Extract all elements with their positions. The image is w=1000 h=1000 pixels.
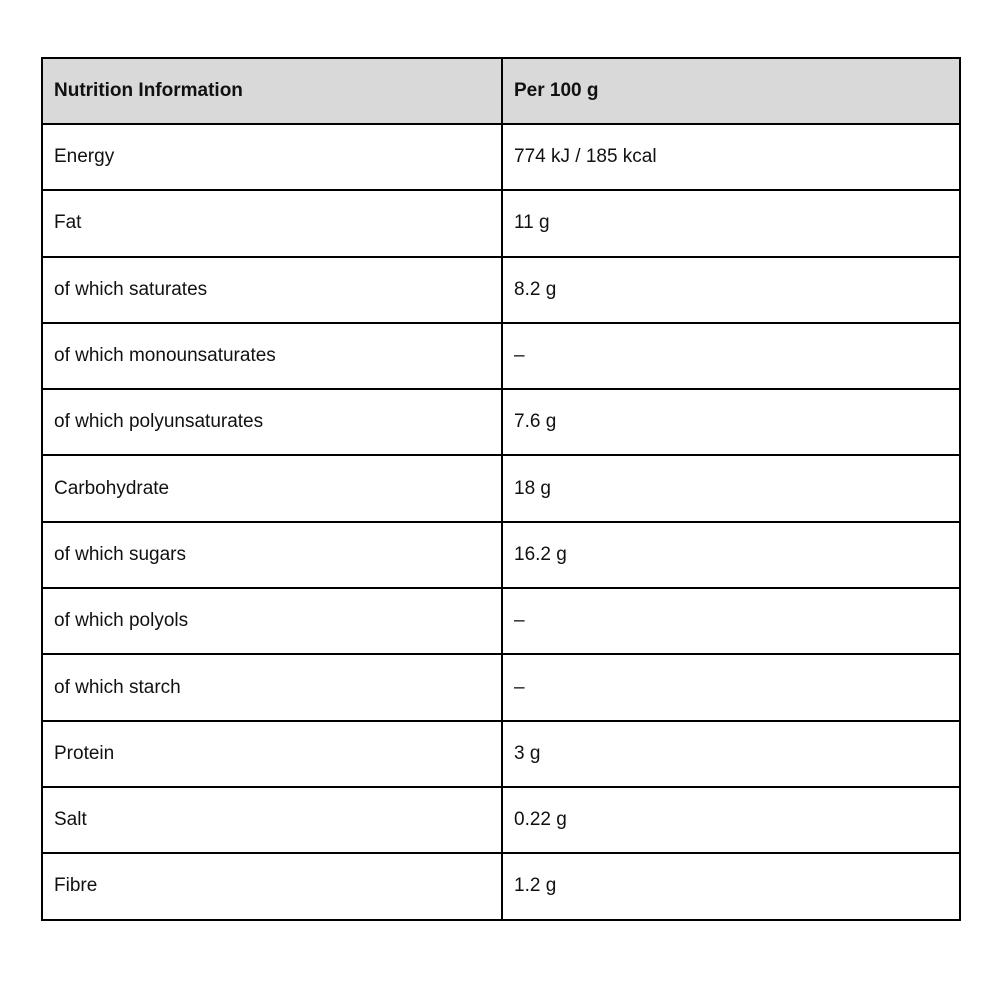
table-row [42,588,960,654]
table-row [42,787,960,853]
nutrient-value: 16.2 g [502,522,960,588]
nutrient-label: of which polyols [42,588,502,654]
table-row [42,522,960,588]
table-row [42,654,960,720]
nutrient-label: of which starch [42,654,502,720]
nutrient-value: 11 g [502,190,960,256]
nutrient-label: Fat [42,190,502,256]
nutrient-value: 8.2 g [502,257,960,323]
nutrient-value: 774 kJ / 185 kcal [502,124,960,190]
table-body [42,124,960,920]
table-row [42,323,960,389]
nutrient-label: of which sugars [42,522,502,588]
table-row [42,190,960,256]
header-cell-per-100g: Per 100 g [502,58,960,124]
table-row [42,721,960,787]
nutrient-value: – [502,588,960,654]
nutrient-value: 1.2 g [502,853,960,919]
nutrient-label: Salt [42,787,502,853]
header-cell-nutrition-information: Nutrition Information [42,58,502,124]
header-row [42,58,960,124]
nutrient-label: of which saturates [42,257,502,323]
nutrient-label: of which polyunsaturates [42,389,502,455]
nutrient-label: of which monounsaturates [42,323,502,389]
table-row [42,853,960,919]
nutrient-label: Fibre [42,853,502,919]
nutrient-value: 0.22 g [502,787,960,853]
table-row [42,455,960,521]
nutrition-table [41,57,961,921]
nutrient-label: Carbohydrate [42,455,502,521]
nutrient-value: 18 g [502,455,960,521]
table-row [42,124,960,190]
nutrient-value: – [502,654,960,720]
nutrient-label: Energy [42,124,502,190]
table-row [42,389,960,455]
nutrient-value: 7.6 g [502,389,960,455]
nutrient-value: 3 g [502,721,960,787]
nutrient-label: Protein [42,721,502,787]
nutrient-value: – [502,323,960,389]
table-header [42,58,960,124]
table-row [42,257,960,323]
